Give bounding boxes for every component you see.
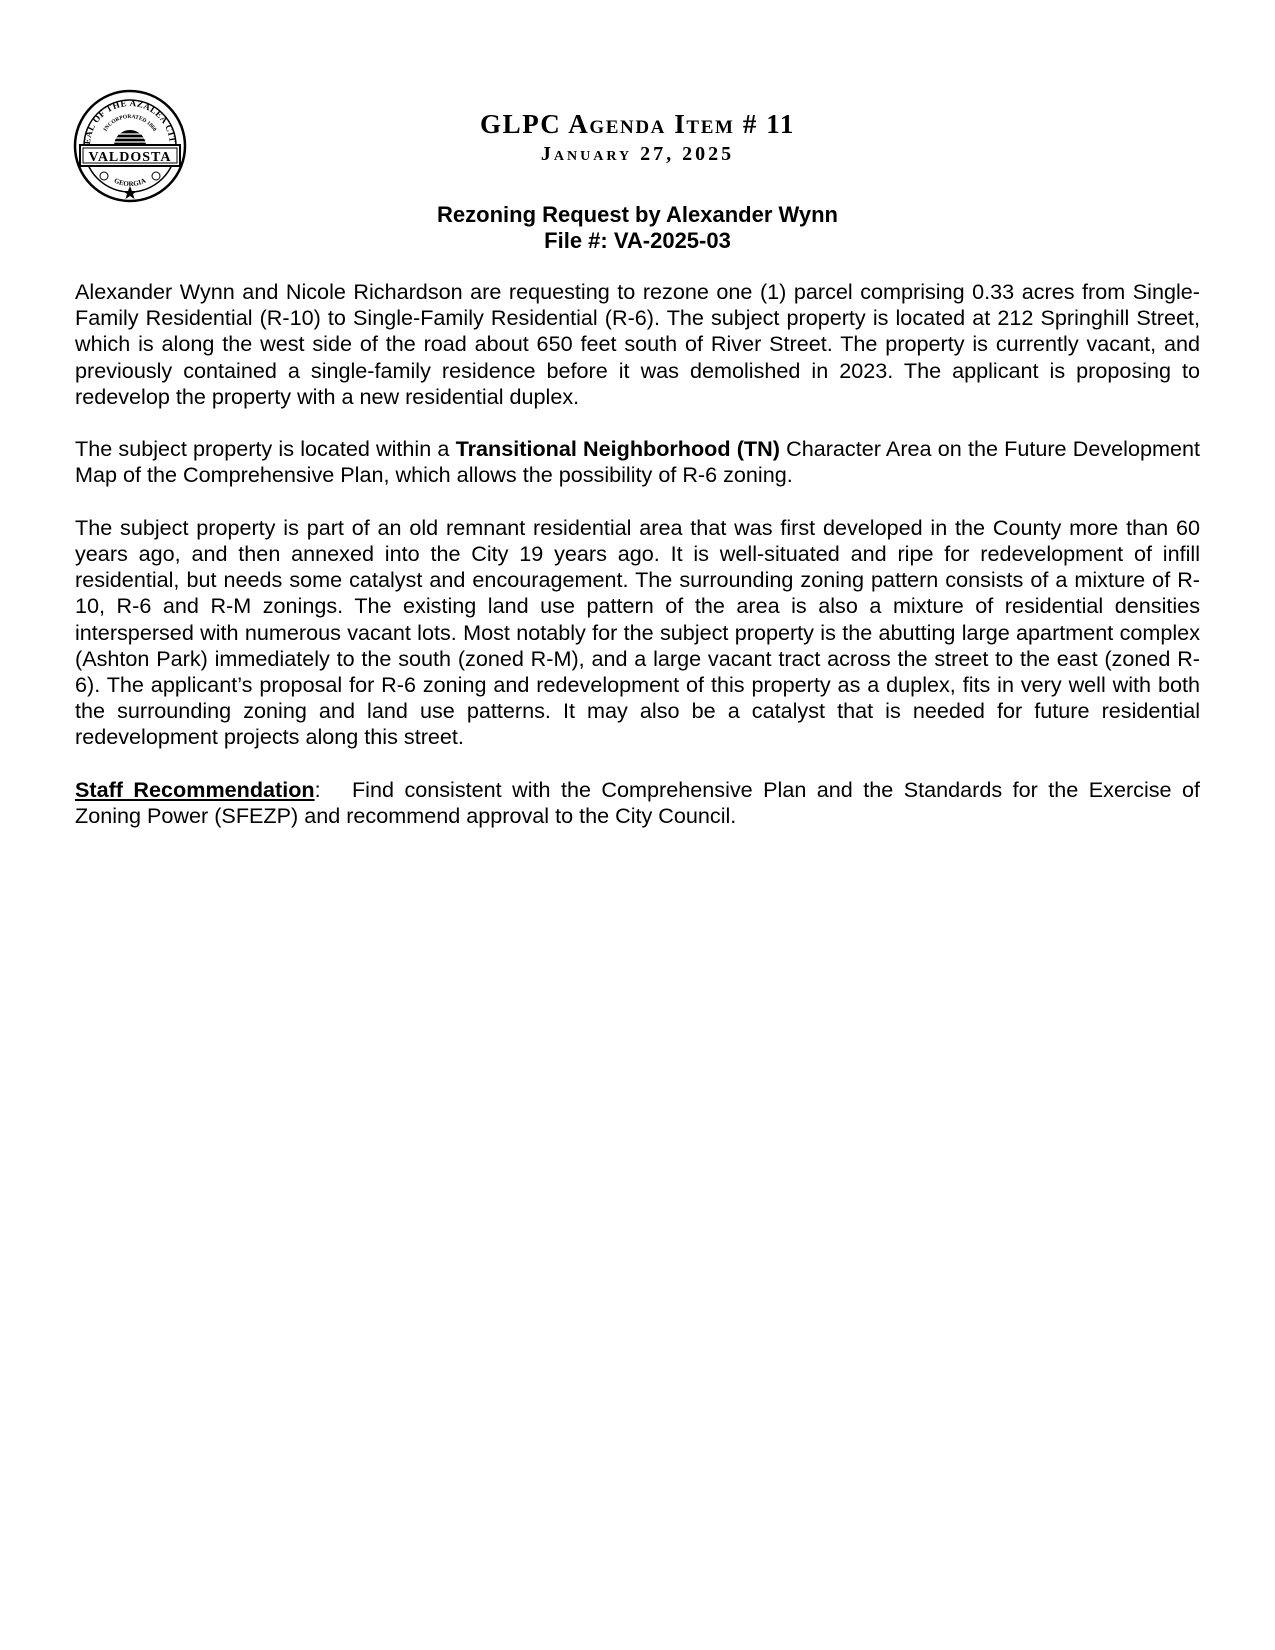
character-area-name: Transitional Neighborhood (TN) — [455, 436, 780, 462]
p2-text-before: The subject property is located within a — [75, 436, 456, 462]
valdosta-seal-logo — [72, 88, 188, 204]
document-body — [75, 279, 1200, 855]
request-title: Rezoning Request by Alexander Wynn — [437, 202, 838, 227]
recommendation-label: Staff Recommendation — [75, 776, 315, 802]
p2-text-after: Character Area on the Future Development Map of the Comprehensive Plan, which allows the possibility of R-6 zoning. — [75, 436, 1200, 488]
agenda-header — [200, 108, 1075, 166]
recommendation-text: Find consistent with the Comprehensive Plan and the Standards for the Exercise of Zoning Power (SFEZP) and recommend approval to the City Council. — [75, 776, 1201, 829]
file-number: File #: VA-2025-03 — [544, 228, 731, 253]
svg-text:INCORPORATED 1860: INCORPORATED 1860 — [102, 113, 158, 133]
paragraph-analysis: The subject property is part of an old remnant residential area that was first developed in the County more than 60 years ago, and then annexed into the City 19 years ago. It is well-situated and ripe for redevelopment of infill residential, but needs some catalyst and encouragement. The surrounding zoning pattern consists of a mixture of R-10, R-6 and R-M zonings. The existing land use pattern of the area is also a mixture of residential densities interspersed with numerous vacant lots. Most notably for the subject property is the abutting large apartment complex (Ashton Park) immediately to the south (zoned R-M), and a large vacant tract across the street to the east (zoned R-6). The applicant’s proposal for R-6 zoning and redevelopment of this property as a duplex, fits in very well with both the surrounding zoning and land use patterns. It may also be a catalyst that is needed for future residential redevelopment projects along this street. — [75, 514, 1200, 750]
svg-text:VALDOSTA: VALDOSTA — [88, 150, 172, 165]
agenda-item-title: GLPC Agenda Item # 11 — [479, 109, 796, 139]
recommendation-colon: : — [314, 776, 352, 802]
paragraph-request: Alexander Wynn and Nicole Richardson are requesting to rezone one (1) parcel comprising 0.33 acres from Single-Family Residential (R-10) to Single-Family Residential (R-6). The subject property is located at 212 Springhill Street, which is along the west side of the road about 650 feet south of River Street. The property is currently vacant, and previously contained a single-family residence before it was demolished in 2023. The applicant is proposing to redevelop the property with a new residential duplex. — [75, 279, 1200, 409]
request-subject — [75, 202, 1200, 254]
svg-text:GEORGIA: GEORGIA — [112, 176, 148, 189]
paragraph-character-area — [75, 436, 1200, 488]
agenda-date: January 27, 2025 — [540, 143, 735, 165]
svg-text:SEAL OF THE AZALEA CITY: EAL OF THE AZALEA CIT — [81, 97, 178, 145]
staff-recommendation — [75, 777, 1200, 829]
